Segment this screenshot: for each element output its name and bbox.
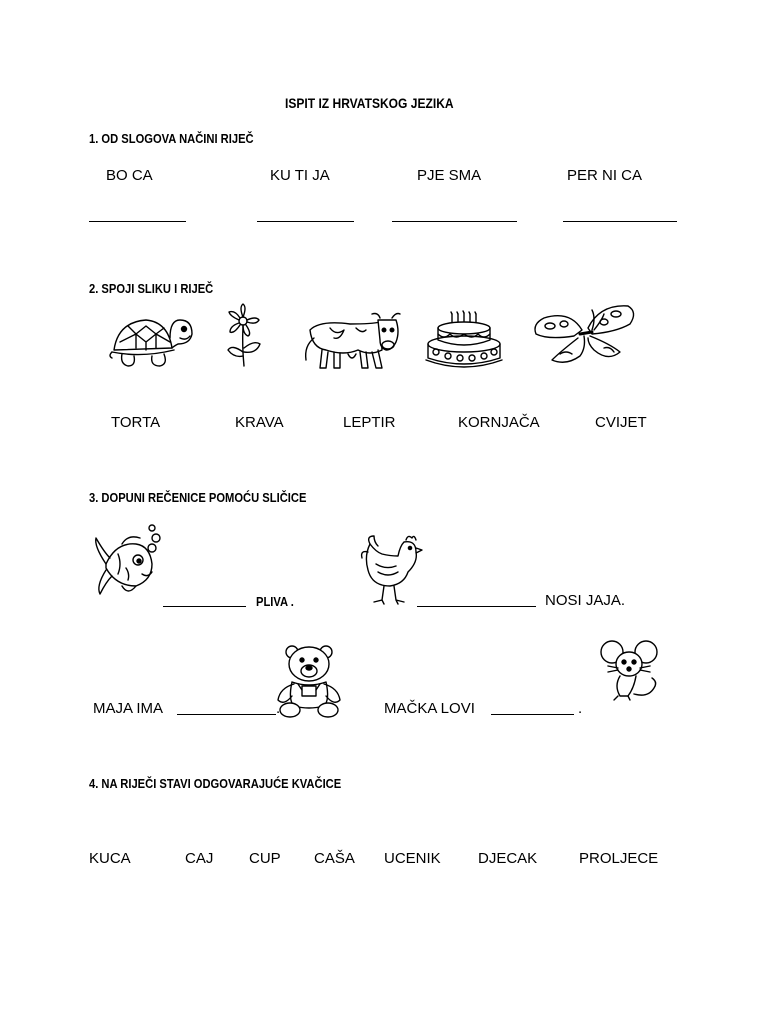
question-4-heading: 4. NA RIJEČI STAVI ODGOVARAJUĆE KVAČICE bbox=[89, 776, 342, 791]
word-2: CAJ bbox=[185, 850, 214, 867]
sentence-4-start: MAČKA LOVI bbox=[384, 700, 475, 717]
syllables-3: PJE SMA bbox=[417, 167, 482, 184]
word-1: KUCA bbox=[89, 850, 131, 867]
word-4: CAŠA bbox=[314, 850, 355, 867]
sentence-2-words: NOSI JAJA. bbox=[545, 592, 626, 609]
blank-4[interactable] bbox=[491, 714, 574, 715]
question-2-heading: 2. SPOJI SLIKU I RIJEČ bbox=[89, 281, 214, 296]
fish-icon bbox=[92, 524, 164, 604]
syllables-1: BO CA bbox=[106, 167, 153, 184]
sentence-3-start: MAJA IMA bbox=[93, 700, 164, 717]
teddy-bear-icon bbox=[274, 644, 344, 720]
sentence-4-end: . bbox=[578, 700, 583, 717]
blank-1[interactable] bbox=[163, 606, 246, 607]
match-word-5: CVIJET bbox=[595, 414, 647, 431]
blank-3[interactable] bbox=[177, 714, 276, 715]
sentence-3-end: . bbox=[276, 700, 281, 717]
question-3-heading: 3. DOPUNI REČENICE POMOĆU SLIČICE bbox=[89, 490, 307, 505]
hen-icon bbox=[360, 532, 424, 608]
answer-line-3[interactable] bbox=[392, 221, 517, 222]
syllables-4: PER NI CA bbox=[567, 167, 643, 184]
syllables-2: KU TI JA bbox=[270, 167, 330, 184]
turtle-icon bbox=[108, 314, 194, 372]
mouse-icon bbox=[598, 638, 664, 702]
answer-line-1[interactable] bbox=[89, 221, 186, 222]
butterfly-icon bbox=[530, 300, 638, 372]
match-word-3: LEPTIR bbox=[343, 414, 396, 431]
blank-2[interactable] bbox=[417, 606, 536, 607]
cow-icon bbox=[300, 310, 404, 372]
page-title: ISPIT IZ HRVATSKOG JEZIKA bbox=[285, 95, 454, 111]
word-5: UCENIK bbox=[384, 850, 441, 867]
match-word-4: KORNJAČA bbox=[458, 414, 540, 431]
sentence-1-word: PLIVA . bbox=[256, 594, 294, 609]
answer-line-4[interactable] bbox=[563, 221, 677, 222]
match-word-2: KRAVA bbox=[235, 414, 284, 431]
question-1-heading: 1. OD SLOGOVA NAČINI RIJEČ bbox=[89, 131, 254, 146]
match-word-1: TORTA bbox=[111, 414, 161, 431]
answer-line-2[interactable] bbox=[257, 221, 354, 222]
word-7: PROLJECE bbox=[579, 850, 659, 867]
cake-icon bbox=[424, 310, 510, 370]
flower-icon bbox=[222, 304, 266, 368]
word-6: DJECAK bbox=[478, 850, 538, 867]
word-3: CUP bbox=[249, 850, 281, 867]
